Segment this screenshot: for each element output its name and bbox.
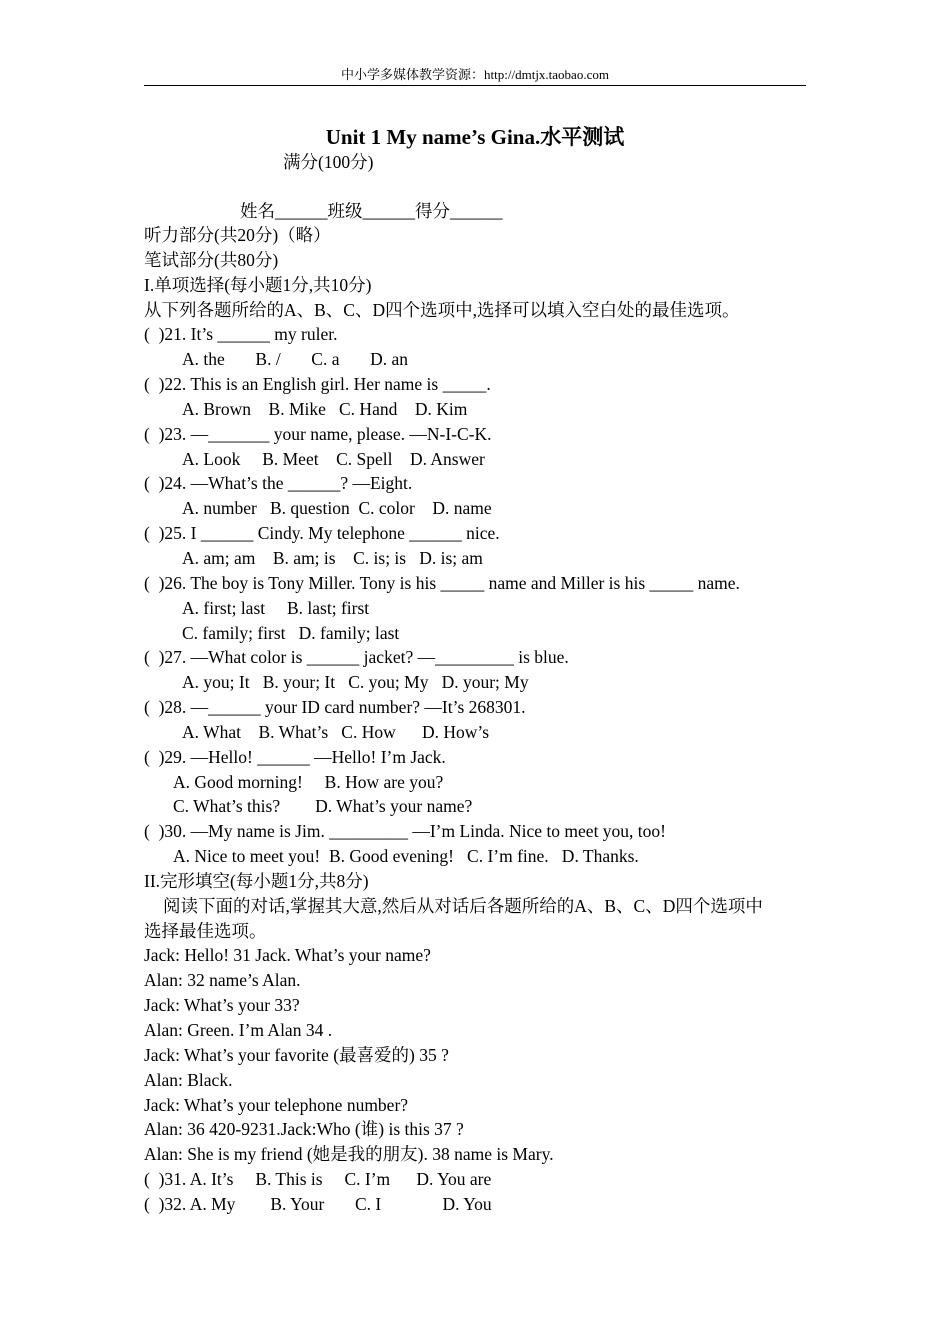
full-marks: 满分(100分) <box>283 152 374 172</box>
question: ( )27. —What color is ______ jacket? —_________ is blue. <box>144 647 569 668</box>
instruction: 阅读下面的对话,掌握其大意,然后从对话后各题所给的A、B、C、D四个选项中 <box>163 895 763 916</box>
page-title: Unit 1 My name’s Gina.水平测试 <box>325 125 625 149</box>
dialogue-line: Alan: 32 name’s Alan. <box>144 970 301 991</box>
dialogue-line: Alan: She is my friend (她是我的朋友). 38 name is Mary. <box>144 1144 554 1165</box>
dialogue-line: Alan: Black. <box>144 1069 233 1090</box>
question: ( )32. A. My B. Your C. I D. You <box>144 1193 492 1214</box>
dialogue-line: Alan: Green. I’m Alan 34 . <box>144 1020 333 1040</box>
options: A. Brown B. Mike C. Hand D. Kim <box>182 398 468 419</box>
options: A. the B. / C. a D. an <box>182 349 409 370</box>
question: ( )23. —_______ your name, please. —N-I-C-K. <box>144 423 492 444</box>
options: C. family; first D. family; last <box>182 622 400 643</box>
text-line: 听力部分(共20分)（略） <box>144 225 331 245</box>
options: A. Nice to meet you! B. Good evening! C. I’m fine. D. Thanks. <box>173 846 639 867</box>
dialogue-line: Jack: What’s your favorite (最喜爱的) 35 ? <box>144 1044 449 1065</box>
question: ( )26. The boy is Tony Miller. Tony is his _____ name and Miller is his _____ name. <box>144 572 740 593</box>
exam-body <box>144 223 806 1217</box>
dialogue-line: Jack: What’s your 33? <box>144 995 300 1016</box>
dialogue-line: Jack: Hello! 31 Jack. What’s your name? <box>144 945 431 966</box>
header-divider <box>144 85 806 86</box>
options: C. What’s this? D. What’s your name? <box>173 796 473 817</box>
options: A. What B. What’s C. How D. How’s <box>182 721 490 742</box>
options: A. am; am B. am; is C. is; is D. is; am <box>182 547 483 568</box>
page-header-source: 中小学多媒体教学资源：http://dmtjx.taobao.com <box>341 67 609 82</box>
options: A. Good morning! B. How are you? <box>173 771 444 792</box>
question: ( )21. It’s ______ my ruler. <box>144 324 338 345</box>
instruction: 选择最佳选项。 <box>144 920 267 941</box>
options: A. you; It B. your; It C. you; My D. your; My <box>182 672 529 693</box>
student-info-line: 姓名______班级______得分______ <box>240 201 503 221</box>
instruction: 从下列各题所给的A、B、C、D四个选项中,选择可以填入空白处的最佳选项。 <box>144 299 740 320</box>
question: ( )25. I ______ Cindy. My telephone ______ nice. <box>144 523 500 544</box>
section-heading: I.单项选择(每小题1分,共10分) <box>144 274 372 295</box>
question: ( )30. —My name is Jim. _________ —I’m Linda. Nice to meet you, too! <box>144 821 667 842</box>
question: ( )24. —What’s the ______? —Eight. <box>144 473 413 494</box>
options: A. first; last B. last; first <box>182 597 370 618</box>
options: A. number B. question C. color D. name <box>182 498 492 519</box>
question: ( )29. —Hello! ______ —Hello! I’m Jack. <box>144 746 446 767</box>
options: A. Look B. Meet C. Spell D. Answer <box>182 448 485 469</box>
question: ( )22. This is an English girl. Her name is _____. <box>144 374 491 395</box>
section-heading: II.完形填空(每小题1分,共8分) <box>144 870 369 891</box>
question: ( )28. —______ your ID card number? —It’s 268301. <box>144 697 526 718</box>
dialogue-line: Alan: 36 420-9231.Jack:Who (谁) is this 37 ? <box>144 1119 464 1140</box>
text-line: 笔试部分(共80分) <box>144 249 279 270</box>
question: ( )31. A. It’s B. This is C. I’m D. You are <box>144 1169 492 1190</box>
dialogue-line: Jack: What’s your telephone number? <box>144 1094 409 1115</box>
